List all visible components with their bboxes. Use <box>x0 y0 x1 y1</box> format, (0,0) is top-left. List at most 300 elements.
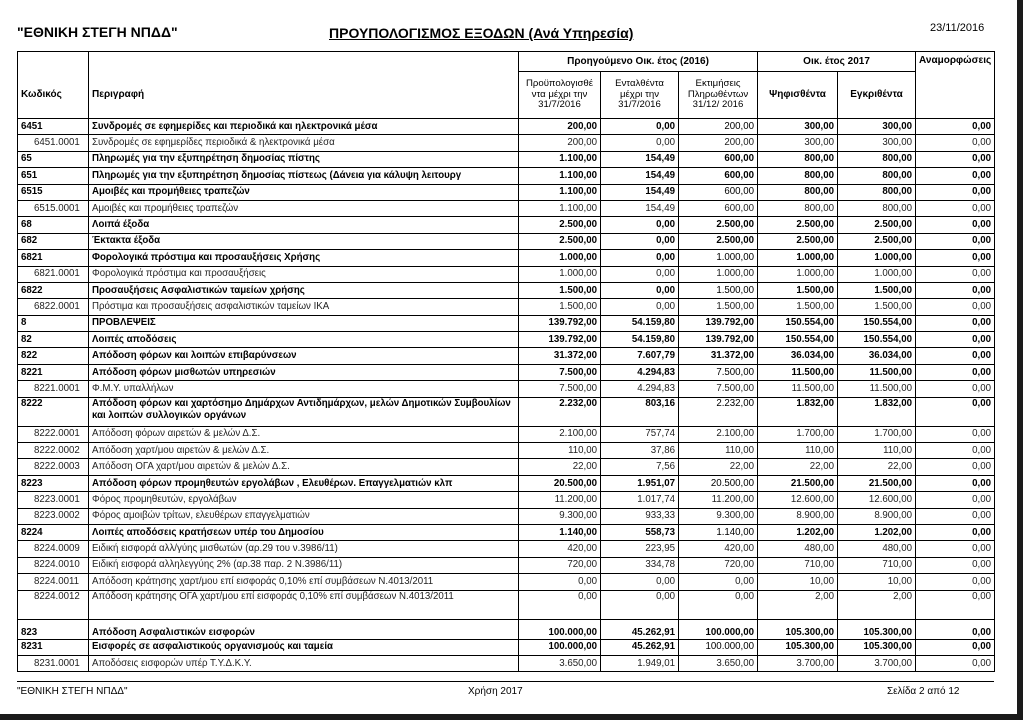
cell-voted: 1.000,00 <box>758 250 838 266</box>
cell-revisions: 0,00 <box>916 574 995 590</box>
table-row-detail <box>18 426 995 442</box>
cell-committed: 54.159,80 <box>601 315 679 331</box>
cell-voted: 1.832,00 <box>758 397 838 426</box>
cell-estimated: 0,00 <box>679 590 758 619</box>
column-header-revisions: Αναμορφώσεις <box>916 52 995 119</box>
table-row-category <box>18 619 995 639</box>
cell-estimated: 1.500,00 <box>679 282 758 298</box>
cell-estimated: 9.300,00 <box>679 508 758 524</box>
cell-budgeted: 100.000,00 <box>519 639 601 655</box>
table-row-category <box>18 639 995 655</box>
cell-committed: 1.949,01 <box>601 655 679 671</box>
cell-description: Πληρωμές για την εξυπηρέτηση δημοσίας πίστεως (Δάνεια για κάλυψη λειτουργ <box>89 168 519 184</box>
cell-revisions: 0,00 <box>916 557 995 573</box>
cell-committed: 0,00 <box>601 590 679 619</box>
cell-code: 8221 <box>18 364 89 380</box>
cell-code: 6822.0001 <box>18 299 89 315</box>
table-row-detail <box>18 541 995 557</box>
cell-budgeted: 2.500,00 <box>519 233 601 249</box>
cell-code: 8222.0001 <box>18 426 89 442</box>
cell-committed: 0,00 <box>601 574 679 590</box>
column-header-estimated: Εκτιμήσεις Πληρωθέντων 31/12/ 2016 <box>679 72 758 119</box>
cell-revisions: 0,00 <box>916 381 995 397</box>
cell-revisions: 0,00 <box>916 266 995 282</box>
cell-approved: 11.500,00 <box>838 381 916 397</box>
cell-budgeted: 139.792,00 <box>519 332 601 348</box>
cell-voted: 1.000,00 <box>758 266 838 282</box>
cell-description: Αποδόσεις εισφορών υπέρ Τ.Υ.Δ.Κ.Υ. <box>89 655 519 671</box>
cell-committed: 0,00 <box>601 282 679 298</box>
table-row-detail <box>18 459 995 475</box>
cell-approved: 2,00 <box>838 590 916 619</box>
table-row-detail <box>18 299 995 315</box>
cell-revisions: 0,00 <box>916 282 995 298</box>
cell-revisions: 0,00 <box>916 184 995 200</box>
cell-approved: 10,00 <box>838 574 916 590</box>
table-row-detail <box>18 381 995 397</box>
cell-estimated: 200,00 <box>679 119 758 135</box>
table-row-category <box>18 217 995 233</box>
table-row-category <box>18 119 995 135</box>
cell-budgeted: 2.232,00 <box>519 397 601 426</box>
cell-budgeted: 7.500,00 <box>519 381 601 397</box>
cell-voted: 110,00 <box>758 443 838 459</box>
footer-organization: "ΕΘΝΙΚΗ ΣΤΕΓΗ ΝΠΔΔ" <box>17 686 128 697</box>
cell-description: ΠΡΟΒΛΕΨΕΙΣ <box>89 315 519 331</box>
cell-voted: 150.554,00 <box>758 315 838 331</box>
cell-budgeted: 7.500,00 <box>519 364 601 380</box>
cell-description: Απόδοση Ασφαλιστικών εισφορών <box>89 619 519 639</box>
table-row-category <box>18 364 995 380</box>
cell-description: Φορολογικά πρόστιμα και προσαυξήσεις Χρήσης <box>89 250 519 266</box>
cell-budgeted: 200,00 <box>519 119 601 135</box>
cell-approved: 150.554,00 <box>838 315 916 331</box>
cell-committed: 45.262,91 <box>601 639 679 655</box>
cell-committed: 0,00 <box>601 266 679 282</box>
cell-revisions: 0,00 <box>916 135 995 151</box>
cell-approved: 2.500,00 <box>838 233 916 249</box>
cell-revisions: 0,00 <box>916 590 995 619</box>
cell-budgeted: 2.500,00 <box>519 217 601 233</box>
cell-approved: 105.300,00 <box>838 619 916 639</box>
cell-revisions: 0,00 <box>916 541 995 557</box>
cell-code: 8222.0003 <box>18 459 89 475</box>
cell-description: Φόρος αμοιβών τρίτων, ελευθέρων επαγγελματιών <box>89 508 519 524</box>
cell-estimated: 100.000,00 <box>679 619 758 639</box>
table-row-category <box>18 184 995 200</box>
cell-approved: 3.700,00 <box>838 655 916 671</box>
cell-description: Προσαυξήσεις Ασφαλιστικών ταμείων χρήσης <box>89 282 519 298</box>
cell-estimated: 1.000,00 <box>679 266 758 282</box>
cell-committed: 334,78 <box>601 557 679 573</box>
cell-budgeted: 720,00 <box>519 557 601 573</box>
table-row-detail <box>18 135 995 151</box>
cell-revisions: 0,00 <box>916 364 995 380</box>
cell-estimated: 2.500,00 <box>679 233 758 249</box>
cell-estimated: 2.232,00 <box>679 397 758 426</box>
footer-fiscal-year: Χρήση 2017 <box>468 686 523 697</box>
cell-approved: 1.000,00 <box>838 266 916 282</box>
column-group-previous-year: Προηγούμενο Οικ. έτος (2016) <box>519 52 758 72</box>
cell-description: Απόδοση χαρτ/μου αιρετών & μελών Δ.Σ. <box>89 443 519 459</box>
table-row-detail <box>18 266 995 282</box>
cell-approved: 1.832,00 <box>838 397 916 426</box>
cell-revisions: 0,00 <box>916 332 995 348</box>
cell-estimated: 720,00 <box>679 557 758 573</box>
table-row-detail <box>18 443 995 459</box>
cell-budgeted: 200,00 <box>519 135 601 151</box>
cell-budgeted: 1.500,00 <box>519 299 601 315</box>
cell-approved: 8.900,00 <box>838 508 916 524</box>
cell-budgeted: 1.100,00 <box>519 151 601 167</box>
cell-estimated: 7.500,00 <box>679 381 758 397</box>
cell-code: 823 <box>18 619 89 639</box>
cell-voted: 800,00 <box>758 200 838 216</box>
cell-approved: 36.034,00 <box>838 348 916 364</box>
cell-code: 8231 <box>18 639 89 655</box>
cell-budgeted: 1.140,00 <box>519 524 601 540</box>
cell-budgeted: 110,00 <box>519 443 601 459</box>
report-title: ΠΡΟΥΠΟΛΟΓΙΣΜΟΣ ΕΞΟΔΩΝ (Ανά Υπηρεσία) <box>329 25 634 41</box>
column-group-current-year: Οικ. έτος 2017 <box>758 52 916 72</box>
cell-voted: 1.700,00 <box>758 426 838 442</box>
cell-committed: 0,00 <box>601 135 679 151</box>
table-row-category <box>18 250 995 266</box>
cell-code: 8222.0002 <box>18 443 89 459</box>
cell-description: Λοιπές αποδόσεις <box>89 332 519 348</box>
cell-approved: 2.500,00 <box>838 217 916 233</box>
cell-committed: 0,00 <box>601 299 679 315</box>
cell-voted: 800,00 <box>758 168 838 184</box>
cell-voted: 2,00 <box>758 590 838 619</box>
cell-voted: 3.700,00 <box>758 655 838 671</box>
table-row-category <box>18 168 995 184</box>
cell-voted: 36.034,00 <box>758 348 838 364</box>
cell-code: 68 <box>18 217 89 233</box>
cell-description: Απόδοση κράτησης χαρτ/μου επί εισφοράς 0,10% επί συμβάσεων Ν.4013/2011 <box>89 574 519 590</box>
cell-revisions: 0,00 <box>916 475 995 491</box>
cell-description: Ειδική εισφορά αλληλεγγύης 2% (αρ.38 παρ. 2 Ν.3986/11) <box>89 557 519 573</box>
cell-voted: 22,00 <box>758 459 838 475</box>
cell-estimated: 200,00 <box>679 135 758 151</box>
cell-revisions: 0,00 <box>916 397 995 426</box>
cell-committed: 154,49 <box>601 168 679 184</box>
cell-revisions: 0,00 <box>916 348 995 364</box>
column-header-voted: Ψηφισθέντα <box>758 72 838 119</box>
cell-description: Απόδοση ΟΓΑ χαρτ/μου αιρετών & μελών Δ.Σ. <box>89 459 519 475</box>
cell-revisions: 0,00 <box>916 459 995 475</box>
cell-committed: 54.159,80 <box>601 332 679 348</box>
cell-committed: 37,86 <box>601 443 679 459</box>
cell-description: Συνδρομές σε εφημερίδες και περιοδικά και ηλεκτρονικά μέσα <box>89 119 519 135</box>
cell-revisions: 0,00 <box>916 151 995 167</box>
cell-estimated: 2.500,00 <box>679 217 758 233</box>
cell-committed: 0,00 <box>601 217 679 233</box>
cell-budgeted: 0,00 <box>519 590 601 619</box>
cell-approved: 22,00 <box>838 459 916 475</box>
cell-committed: 1.017,74 <box>601 492 679 508</box>
cell-voted: 150.554,00 <box>758 332 838 348</box>
cell-committed: 154,49 <box>601 151 679 167</box>
cell-approved: 12.600,00 <box>838 492 916 508</box>
cell-revisions: 0,00 <box>916 217 995 233</box>
cell-approved: 800,00 <box>838 184 916 200</box>
table-row-detail <box>18 492 995 508</box>
cell-description: Απόδοση φόρων αιρετών & μελών Δ.Σ. <box>89 426 519 442</box>
cell-committed: 4.294,83 <box>601 381 679 397</box>
cell-approved: 110,00 <box>838 443 916 459</box>
column-header-approved: Εγκριθέντα <box>838 72 916 119</box>
cell-voted: 800,00 <box>758 151 838 167</box>
cell-approved: 21.500,00 <box>838 475 916 491</box>
cell-voted: 800,00 <box>758 184 838 200</box>
cell-description: Φόρος προμηθευτών, εργολάβων <box>89 492 519 508</box>
cell-revisions: 0,00 <box>916 619 995 639</box>
table-row-category <box>18 332 995 348</box>
table-row-detail <box>18 655 995 671</box>
table-row-detail <box>18 200 995 216</box>
cell-approved: 1.500,00 <box>838 299 916 315</box>
cell-voted: 480,00 <box>758 541 838 557</box>
cell-approved: 480,00 <box>838 541 916 557</box>
cell-code: 8224.0009 <box>18 541 89 557</box>
organization-name: "ΕΘΝΙΚΗ ΣΤΕΓΗ ΝΠΔΔ" <box>17 24 178 40</box>
cell-voted: 105.300,00 <box>758 619 838 639</box>
cell-description: Αμοιβές και προμήθειες τραπεζών <box>89 184 519 200</box>
cell-estimated: 100.000,00 <box>679 639 758 655</box>
cell-description: Απόδοση φόρων και χαρτόσημο Δημάρχων Αντιδημάρχων, μελών Δημοτικών Συμβουλίων και λοιπών συλλογικών οργάνων <box>89 397 519 426</box>
table-row-detail <box>18 574 995 590</box>
table-row-category <box>18 397 995 426</box>
cell-budgeted: 11.200,00 <box>519 492 601 508</box>
cell-budgeted: 0,00 <box>519 574 601 590</box>
cell-description: Εισφορές σε ασφαλιστικούς οργανισμούς και ταμεία <box>89 639 519 655</box>
cell-budgeted: 3.650,00 <box>519 655 601 671</box>
cell-description: Απόδοση φόρων μισθωτών υπηρεσιών <box>89 364 519 380</box>
cell-revisions: 0,00 <box>916 250 995 266</box>
cell-estimated: 600,00 <box>679 184 758 200</box>
table-row-category <box>18 524 995 540</box>
cell-revisions: 0,00 <box>916 639 995 655</box>
cell-code: 6515.0001 <box>18 200 89 216</box>
footer-divider <box>17 681 994 682</box>
cell-committed: 154,49 <box>601 184 679 200</box>
cell-voted: 1.202,00 <box>758 524 838 540</box>
cell-revisions: 0,00 <box>916 119 995 135</box>
cell-revisions: 0,00 <box>916 492 995 508</box>
cell-voted: 710,00 <box>758 557 838 573</box>
cell-voted: 12.600,00 <box>758 492 838 508</box>
cell-estimated: 1.140,00 <box>679 524 758 540</box>
cell-budgeted: 31.372,00 <box>519 348 601 364</box>
cell-voted: 2.500,00 <box>758 233 838 249</box>
cell-estimated: 420,00 <box>679 541 758 557</box>
cell-description: Πρόστιμα και προσαυξήσεις ασφαλιστικών ταμείων ΙΚΑ <box>89 299 519 315</box>
cell-code: 8222 <box>18 397 89 426</box>
cell-approved: 105.300,00 <box>838 639 916 655</box>
cell-approved: 1.700,00 <box>838 426 916 442</box>
cell-voted: 2.500,00 <box>758 217 838 233</box>
cell-estimated: 600,00 <box>679 200 758 216</box>
cell-budgeted: 139.792,00 <box>519 315 601 331</box>
cell-approved: 1.500,00 <box>838 282 916 298</box>
cell-approved: 300,00 <box>838 119 916 135</box>
cell-description: Συνδρομές σε εφημερίδες περιοδικά & ηλεκτρονικά μέσα <box>89 135 519 151</box>
cell-description: Απόδοση φόρων και λοιπών επιβαρύνσεων <box>89 348 519 364</box>
table-row-detail <box>18 557 995 573</box>
cell-estimated: 600,00 <box>679 168 758 184</box>
cell-revisions: 0,00 <box>916 524 995 540</box>
cell-estimated: 1.500,00 <box>679 299 758 315</box>
column-header-committed: Ενταλθέντα μέχρι την 31/7/2016 <box>601 72 679 119</box>
cell-budgeted: 22,00 <box>519 459 601 475</box>
footer-page-number: Σελίδα 2 από 12 <box>887 686 960 697</box>
cell-code: 82 <box>18 332 89 348</box>
cell-code: 651 <box>18 168 89 184</box>
cell-committed: 803,16 <box>601 397 679 426</box>
cell-description: Φορολογικά πρόστιμα και προσαυξήσεις <box>89 266 519 282</box>
cell-estimated: 11.200,00 <box>679 492 758 508</box>
cell-budgeted: 1.000,00 <box>519 250 601 266</box>
page-frame-bottom <box>0 714 1023 720</box>
cell-committed: 0,00 <box>601 250 679 266</box>
cell-committed: 933,33 <box>601 508 679 524</box>
cell-estimated: 110,00 <box>679 443 758 459</box>
table-row-category <box>18 233 995 249</box>
cell-budgeted: 1.100,00 <box>519 184 601 200</box>
cell-revisions: 0,00 <box>916 168 995 184</box>
cell-committed: 558,73 <box>601 524 679 540</box>
cell-description: Φ.Μ.Υ. υπαλλήλων <box>89 381 519 397</box>
cell-budgeted: 100.000,00 <box>519 619 601 639</box>
cell-revisions: 0,00 <box>916 443 995 459</box>
cell-code: 682 <box>18 233 89 249</box>
column-header-budgeted: Προϋπολογισθέ ντα μέχρι την 31/7/2016 <box>519 72 601 119</box>
cell-voted: 105.300,00 <box>758 639 838 655</box>
column-header-description: Περιγραφή <box>89 52 519 119</box>
cell-code: 8231.0001 <box>18 655 89 671</box>
cell-approved: 800,00 <box>838 200 916 216</box>
cell-budgeted: 1.100,00 <box>519 168 601 184</box>
table-row-category <box>18 475 995 491</box>
cell-committed: 1.951,07 <box>601 475 679 491</box>
cell-code: 8 <box>18 315 89 331</box>
cell-estimated: 20.500,00 <box>679 475 758 491</box>
cell-voted: 1.500,00 <box>758 282 838 298</box>
cell-estimated: 139.792,00 <box>679 332 758 348</box>
cell-description: Ειδική εισφορά αλλ/γύης μισθωτών (αρ.29 του ν.3986/11) <box>89 541 519 557</box>
cell-revisions: 0,00 <box>916 233 995 249</box>
cell-revisions: 0,00 <box>916 299 995 315</box>
print-date: 23/11/2016 <box>930 22 985 34</box>
cell-estimated: 2.100,00 <box>679 426 758 442</box>
cell-code: 8223.0002 <box>18 508 89 524</box>
cell-approved: 1.202,00 <box>838 524 916 540</box>
cell-committed: 154,49 <box>601 200 679 216</box>
cell-estimated: 22,00 <box>679 459 758 475</box>
cell-budgeted: 2.100,00 <box>519 426 601 442</box>
cell-code: 8224 <box>18 524 89 540</box>
budget-rows <box>18 119 995 672</box>
cell-budgeted: 1.500,00 <box>519 282 601 298</box>
cell-voted: 11.500,00 <box>758 364 838 380</box>
cell-estimated: 7.500,00 <box>679 364 758 380</box>
cell-approved: 710,00 <box>838 557 916 573</box>
cell-committed: 0,00 <box>601 119 679 135</box>
cell-description: Αμοιβές και προμήθειες τραπεζών <box>89 200 519 216</box>
cell-code: 65 <box>18 151 89 167</box>
cell-committed: 4.294,83 <box>601 364 679 380</box>
cell-approved: 1.000,00 <box>838 250 916 266</box>
page-frame-right <box>1017 0 1023 720</box>
cell-code: 6451.0001 <box>18 135 89 151</box>
cell-approved: 11.500,00 <box>838 364 916 380</box>
cell-revisions: 0,00 <box>916 315 995 331</box>
cell-committed: 7.607,79 <box>601 348 679 364</box>
cell-description: Απόδοση φόρων προμηθευτών εργολάβων , Ελευθέρων. Επαγγελματιών κλπ <box>89 475 519 491</box>
cell-description: Λοιπές αποδόσεις κρατήσεων υπέρ του Δημοσίου <box>89 524 519 540</box>
cell-revisions: 0,00 <box>916 655 995 671</box>
cell-budgeted: 1.100,00 <box>519 200 601 216</box>
cell-estimated: 0,00 <box>679 574 758 590</box>
table-row-detail <box>18 508 995 524</box>
cell-revisions: 0,00 <box>916 200 995 216</box>
table-row-category <box>18 282 995 298</box>
cell-code: 6451 <box>18 119 89 135</box>
cell-code: 8223 <box>18 475 89 491</box>
cell-code: 6822 <box>18 282 89 298</box>
cell-estimated: 3.650,00 <box>679 655 758 671</box>
cell-committed: 223,95 <box>601 541 679 557</box>
cell-estimated: 1.000,00 <box>679 250 758 266</box>
table-row-category <box>18 151 995 167</box>
cell-budgeted: 20.500,00 <box>519 475 601 491</box>
cell-description: Πληρωμές για την εξυπηρέτηση δημοσίας πίστης <box>89 151 519 167</box>
cell-description: Έκτακτα έξοδα <box>89 233 519 249</box>
cell-description: Απόδοση κράτησης ΟΓΑ χαρτ/μου επί εισφοράς 0,10% επί συμβάσεων Ν.4013/2011 <box>89 590 519 619</box>
cell-voted: 10,00 <box>758 574 838 590</box>
cell-budgeted: 1.000,00 <box>519 266 601 282</box>
cell-estimated: 139.792,00 <box>679 315 758 331</box>
cell-estimated: 600,00 <box>679 151 758 167</box>
cell-code: 8224.0012 <box>18 590 89 619</box>
cell-approved: 800,00 <box>838 151 916 167</box>
cell-estimated: 31.372,00 <box>679 348 758 364</box>
cell-committed: 0,00 <box>601 233 679 249</box>
cell-code: 8224.0010 <box>18 557 89 573</box>
cell-code: 8221.0001 <box>18 381 89 397</box>
cell-committed: 45.262,91 <box>601 619 679 639</box>
table-row-detail <box>18 590 995 619</box>
cell-revisions: 0,00 <box>916 508 995 524</box>
cell-voted: 300,00 <box>758 119 838 135</box>
column-header-code: Κωδικός <box>18 52 89 119</box>
table-row-category <box>18 315 995 331</box>
cell-voted: 11.500,00 <box>758 381 838 397</box>
cell-approved: 800,00 <box>838 168 916 184</box>
cell-code: 8224.0011 <box>18 574 89 590</box>
cell-voted: 21.500,00 <box>758 475 838 491</box>
cell-budgeted: 9.300,00 <box>519 508 601 524</box>
cell-code: 822 <box>18 348 89 364</box>
cell-approved: 300,00 <box>838 135 916 151</box>
cell-voted: 8.900,00 <box>758 508 838 524</box>
cell-committed: 757,74 <box>601 426 679 442</box>
cell-revisions: 0,00 <box>916 426 995 442</box>
cell-voted: 1.500,00 <box>758 299 838 315</box>
cell-code: 6515 <box>18 184 89 200</box>
cell-budgeted: 420,00 <box>519 541 601 557</box>
